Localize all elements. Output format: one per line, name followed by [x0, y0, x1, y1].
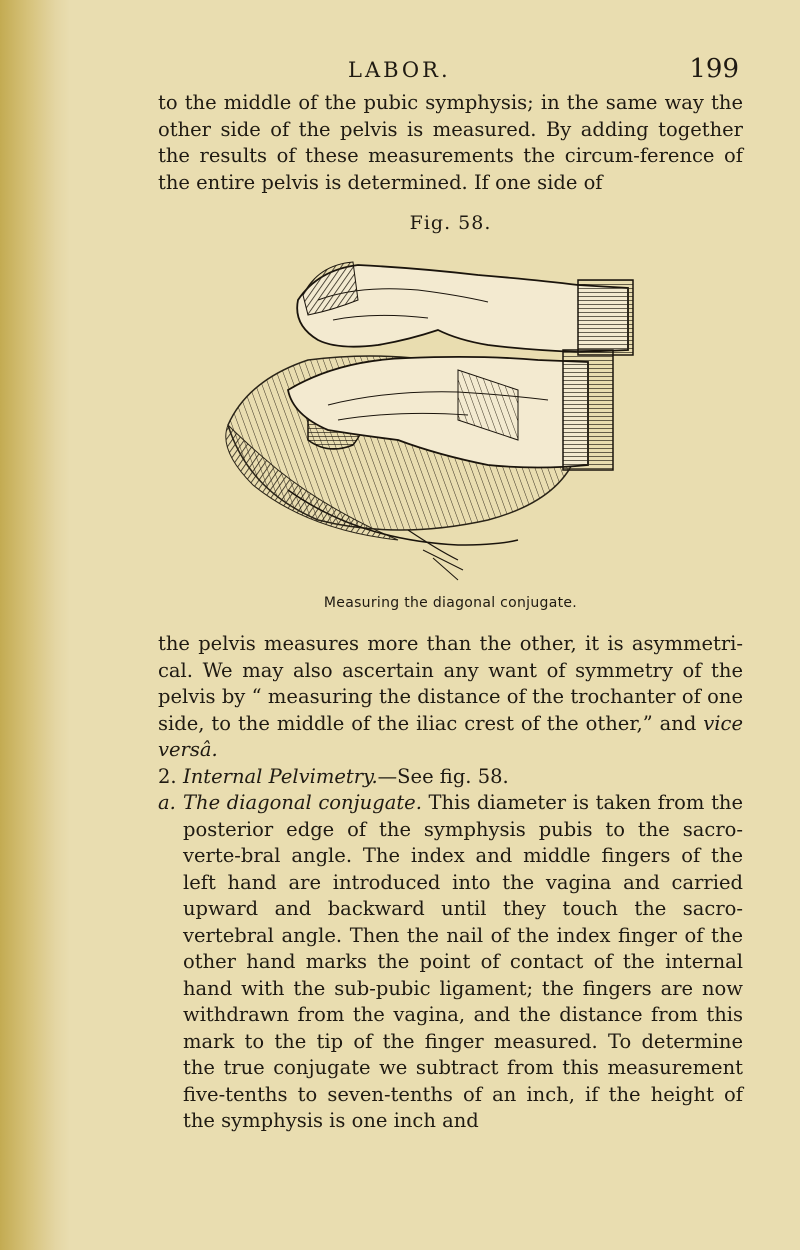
- figure-label: Fig. 58.: [409, 212, 492, 234]
- item-a-text: This diameter is taken from the posterior edge of the symphysis pubis to the sacro-verte-bral angle. The index and middle fingers of the left hand are introduced into the vagina and carried upward and backward until they touch the sacro-vertebral angle. Then the nail of the index finger of the other hand marks the point of contact of the internal hand with the sub-pubic ligament; the fingers are now withdrawn from the vagina, and the distance from this mark to the tip of the finger measured. To determine the true conjugate we subtract from this measurement five-tenths to seven-tenths of an inch, if the height of the symphysis is one inch and: [183, 791, 743, 1132]
- section-2-heading: [158, 764, 743, 791]
- page-number: 199: [689, 54, 739, 84]
- paragraph-2-text: the pelvis measures more than the other, it is asymmetri-cal. We may also ascertain any want of symmetry of the pelvis by “ measuring the distance of the trochanter of one side, to the middle of the iliac crest of the other,” and: [158, 632, 743, 735]
- book-spine-shadow: [0, 0, 70, 1250]
- section-2-number: 2.: [158, 764, 177, 788]
- item-a-marker: a.: [158, 791, 176, 814]
- paragraph-2-italic-tail: vice versâ.: [158, 711, 743, 761]
- item-a: [158, 790, 743, 1135]
- figure-illustration: [158, 240, 743, 595]
- running-title: LABOR.: [348, 58, 451, 82]
- paragraph-2: [158, 631, 743, 764]
- running-head: [158, 50, 743, 90]
- item-a-title: The diagonal conjugate.: [183, 791, 422, 814]
- figure-caption: Measuring the diagonal conjugate.: [323, 595, 578, 611]
- book-page: [158, 50, 743, 1135]
- paragraph-1: to the middle of the pubic symphysis; in the same way the other side of the pelvis is measured. By adding together the results of these measurements the circum-ference of the entire pelvis is determined. If one side of: [158, 91, 743, 194]
- hand-measuring-pelvis-illustration: [158, 240, 743, 595]
- section-2-text: —See fig. 58.: [377, 764, 509, 788]
- section-2-title: Internal Pelvimetry.: [183, 764, 378, 788]
